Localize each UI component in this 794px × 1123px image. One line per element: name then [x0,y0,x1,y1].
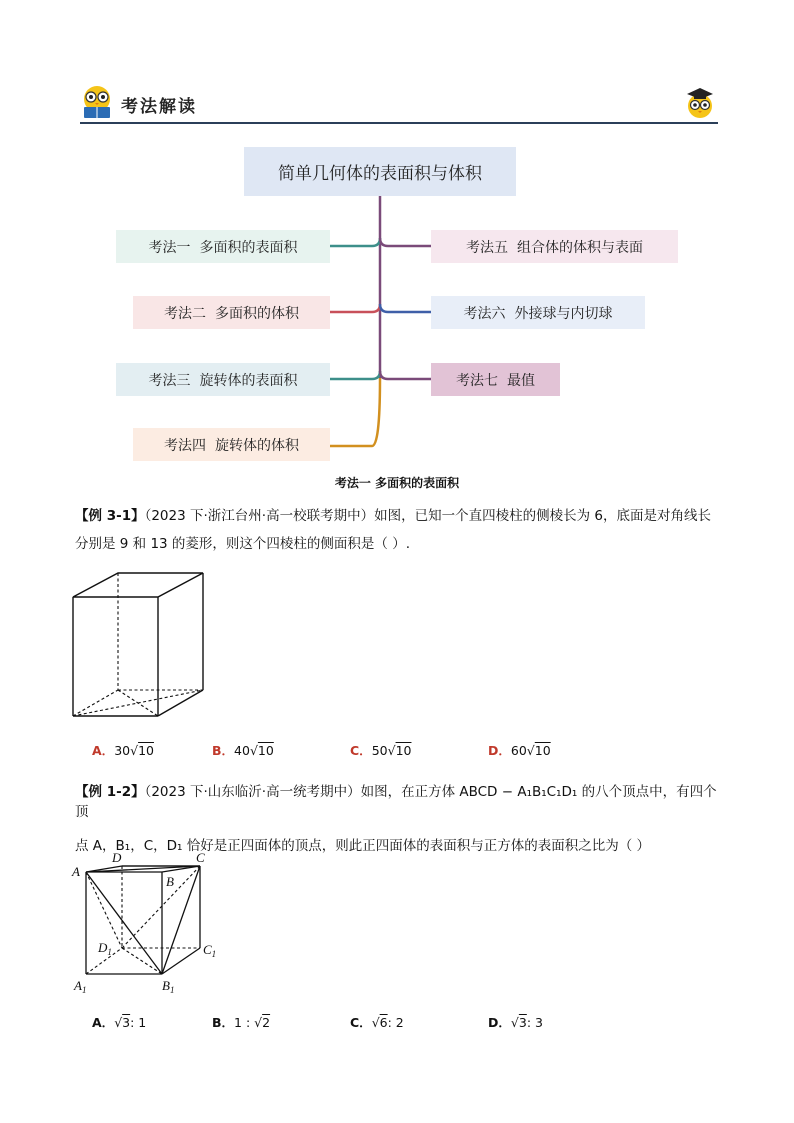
prism-figure [70,570,210,722]
question-1-tag: 【例 3-1】 [75,508,145,524]
question-1 [75,506,725,554]
question-2 [75,782,725,856]
section-title: 考法一 多面积的表面积 [334,476,460,490]
q1-option-d[interactable]: D．60√10 [488,743,551,758]
q1-option-a[interactable]: A．30√10 [92,743,154,758]
header-title: 考法解读 [121,97,197,117]
question-2-line-1: （2023 下·山东临沂·高一统考期中）如图，在正方体 ABCD − A₁B₁C₁D₁ 的八个顶点中，有四个顶 [75,784,717,820]
mindmap-method-3: 考法三 旋转体的表面积 [116,363,330,396]
mindmap-method-1: 考法一 多面积的表面积 [116,230,330,263]
q1-option-c[interactable]: C．50√10 [350,743,412,758]
q2-option-d[interactable]: D．√3: 3 [488,1015,543,1030]
question-2-tag: 【例 1-2】 [75,784,145,800]
q2-option-b[interactable]: B．1 : √2 [212,1015,271,1030]
q2-option-a[interactable]: A．√3: 1 [92,1015,147,1030]
question-2-line-2: 点 A，B₁，C，D₁ 恰好是正四面体的顶点，则此正四面体的表面积与正方体的表面积之比为（ ） [75,838,651,854]
cube-figure [70,852,220,1000]
mindmap-method-2: 考法二 多面积的体积 [133,296,330,329]
label-C1: $C_1$ [203,942,217,959]
label-B: B [166,874,174,889]
q2-option-c[interactable]: C．√6: 2 [350,1015,404,1030]
mindmap-method-7: 考法七 最值 [431,363,560,396]
label-C: C [196,852,205,865]
mindmap-method-6: 考法六 外接球与内切球 [431,296,645,329]
label-A1: $A_1$ [74,978,87,995]
q1-option-b[interactable]: B．40√10 [212,743,274,758]
question-1-line-1: （2023 下·浙江台州·高一校联考期中）如图，已知一个直四棱柱的侧棱长为 6，底面是对角线长 [144,508,711,524]
label-D1: $D_1$ [98,940,112,957]
mindmap-method-5: 考法五 组合体的体积与表面 [431,230,678,263]
label-D: D [112,852,122,865]
question-1-line-2: 分别是 9 和 13 的菱形，则这个四棱柱的侧面积是（ ）. [75,536,411,552]
label-B1: $B_1$ [162,978,175,995]
mindmap-root: 简单几何体的表面积与体积 [244,147,516,196]
mindmap-method-4: 考法四 旋转体的体积 [133,428,330,461]
label-A: A [72,864,80,879]
